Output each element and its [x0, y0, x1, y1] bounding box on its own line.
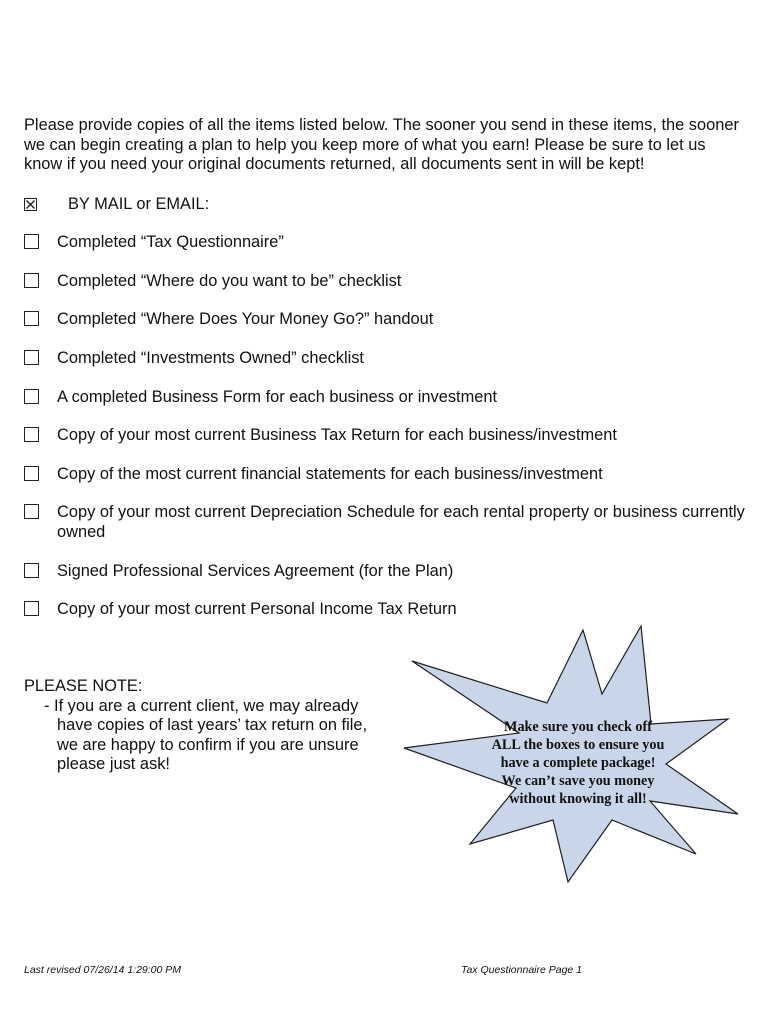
checkbox[interactable]	[24, 389, 39, 404]
x-mark-icon	[25, 199, 36, 210]
checklist-item-label: Completed “Where Does Your Money Go?” handout	[57, 310, 434, 328]
revision-date: Last revised 07/26/14 1:29:00 PM	[24, 964, 182, 976]
checklist-item-label: Completed “Tax Questionnaire”	[57, 233, 284, 251]
callout-text	[463, 718, 693, 808]
callout-line: have a complete package!	[500, 755, 656, 771]
checkbox[interactable]	[24, 350, 39, 365]
please-note	[24, 677, 394, 775]
checkbox[interactable]	[24, 504, 39, 519]
checked-checkbox[interactable]	[24, 198, 37, 211]
intro-line: know if you need your original documents returned, all documents sent in will be kept!	[24, 155, 645, 173]
checkbox[interactable]	[24, 601, 39, 616]
note-body: - If you are a current client, we may already have copies of last years’ tax return on file, we are happy to confirm if you are unsure please just ask!	[44, 696, 368, 773]
checkbox[interactable]	[24, 311, 39, 326]
intro-line: Please provide copies of all the items listed below. The sooner you send in these items, the sooner	[24, 116, 739, 134]
checklist-item-label: Completed “Where do you want to be” checklist	[57, 272, 402, 290]
checklist-item-label: Signed Professional Services Agreement (for the Plan)	[57, 562, 454, 580]
note-title: PLEASE NOTE:	[24, 677, 143, 695]
checklist-item-label: Completed “Investments Owned” checklist	[57, 349, 364, 367]
callout-line: ALL the boxes to ensure you	[491, 737, 665, 753]
checkbox[interactable]	[24, 234, 39, 249]
callout-line: Make sure you check off	[504, 719, 652, 735]
checklist-item-label: Copy of the most current financial statements for each business/investment	[57, 465, 603, 483]
checklist-item-label: A completed Business Form for each business or investment	[57, 388, 498, 406]
intro-paragraph	[24, 116, 754, 175]
callout-line: without knowing it all!	[509, 791, 647, 807]
page-number: Tax Questionnaire Page 1	[461, 964, 583, 976]
checkbox[interactable]	[24, 466, 39, 481]
checkbox[interactable]	[24, 273, 39, 288]
starburst-callout	[398, 624, 770, 884]
checklist-item-label: Copy of your most current Business Tax Return for each business/investment	[57, 426, 617, 444]
callout-line: We can’t save you money	[501, 773, 655, 789]
checklist-item-label: Copy of your most current Depreciation Schedule for each rental property or business currently owned	[57, 503, 745, 541]
checkbox[interactable]	[24, 563, 39, 578]
checkbox[interactable]	[24, 427, 39, 442]
checklist-item-label: Copy of your most current Personal Income Tax Return	[57, 600, 457, 618]
delivery-label: BY MAIL or EMAIL:	[68, 195, 210, 213]
intro-line: we can begin creating a plan to help you keep more of what you earn! Please be sure to let us	[24, 135, 706, 154]
